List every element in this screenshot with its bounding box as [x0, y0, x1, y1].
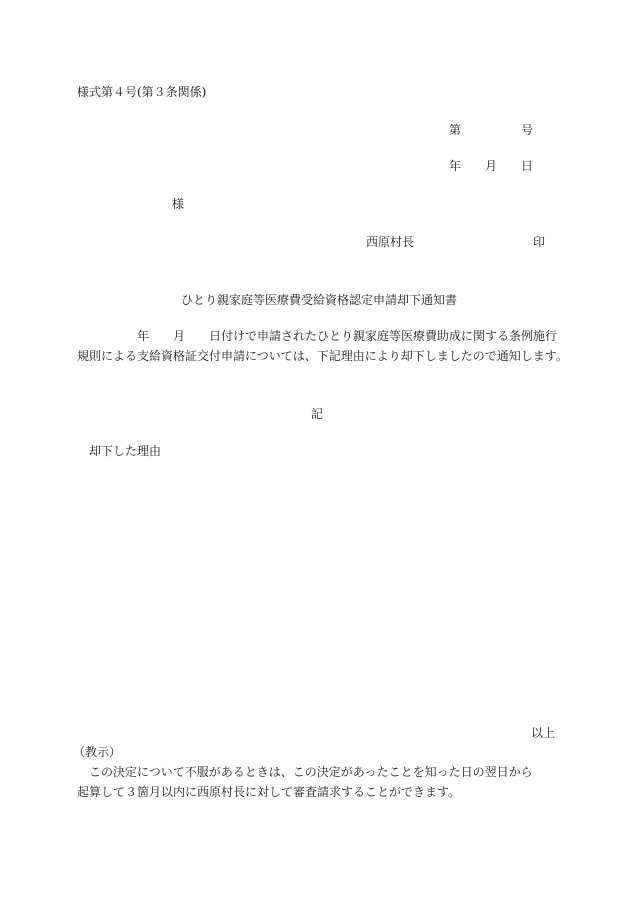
closing-ijou: 以上 [531, 726, 556, 740]
header-date-month: 月 [485, 159, 498, 173]
reason-label: 却下した理由 [89, 444, 162, 458]
instruction-heading: （教示） [73, 745, 122, 759]
header-date-year: 年 [449, 159, 462, 173]
ki-heading: 記 [311, 407, 324, 421]
issuer-seal: 印 [533, 235, 546, 249]
addressee-honorific: 様 [172, 197, 185, 211]
instruction-line2: 起算して３箇月以内に西原村長に対して審査請求することができます。 [77, 785, 461, 799]
issuer-name: 西原村長 [366, 235, 415, 249]
notice-body-line2: 規則による支給資格証交付申請については、下記理由により却下しましたので通知します。 [77, 349, 568, 363]
number-prefix: 第 [449, 123, 462, 137]
notice-date-year: 年 [137, 329, 150, 343]
form-label: 様式第４号(第３条関係) [77, 85, 207, 99]
notice-body-line1: 日付けで申請されたひとり親家庭等医療費助成に関する条例施行 [209, 329, 558, 343]
document-title: ひとり親家庭等医療費受給資格認定申請却下通知書 [181, 293, 458, 307]
header-date-day: 日 [521, 159, 534, 173]
number-suffix: 号 [521, 123, 534, 137]
instruction-line1: この決定について不服があるときは、この決定があったことを知った日の翌日から [89, 765, 533, 779]
notice-date-month: 月 [173, 329, 186, 343]
